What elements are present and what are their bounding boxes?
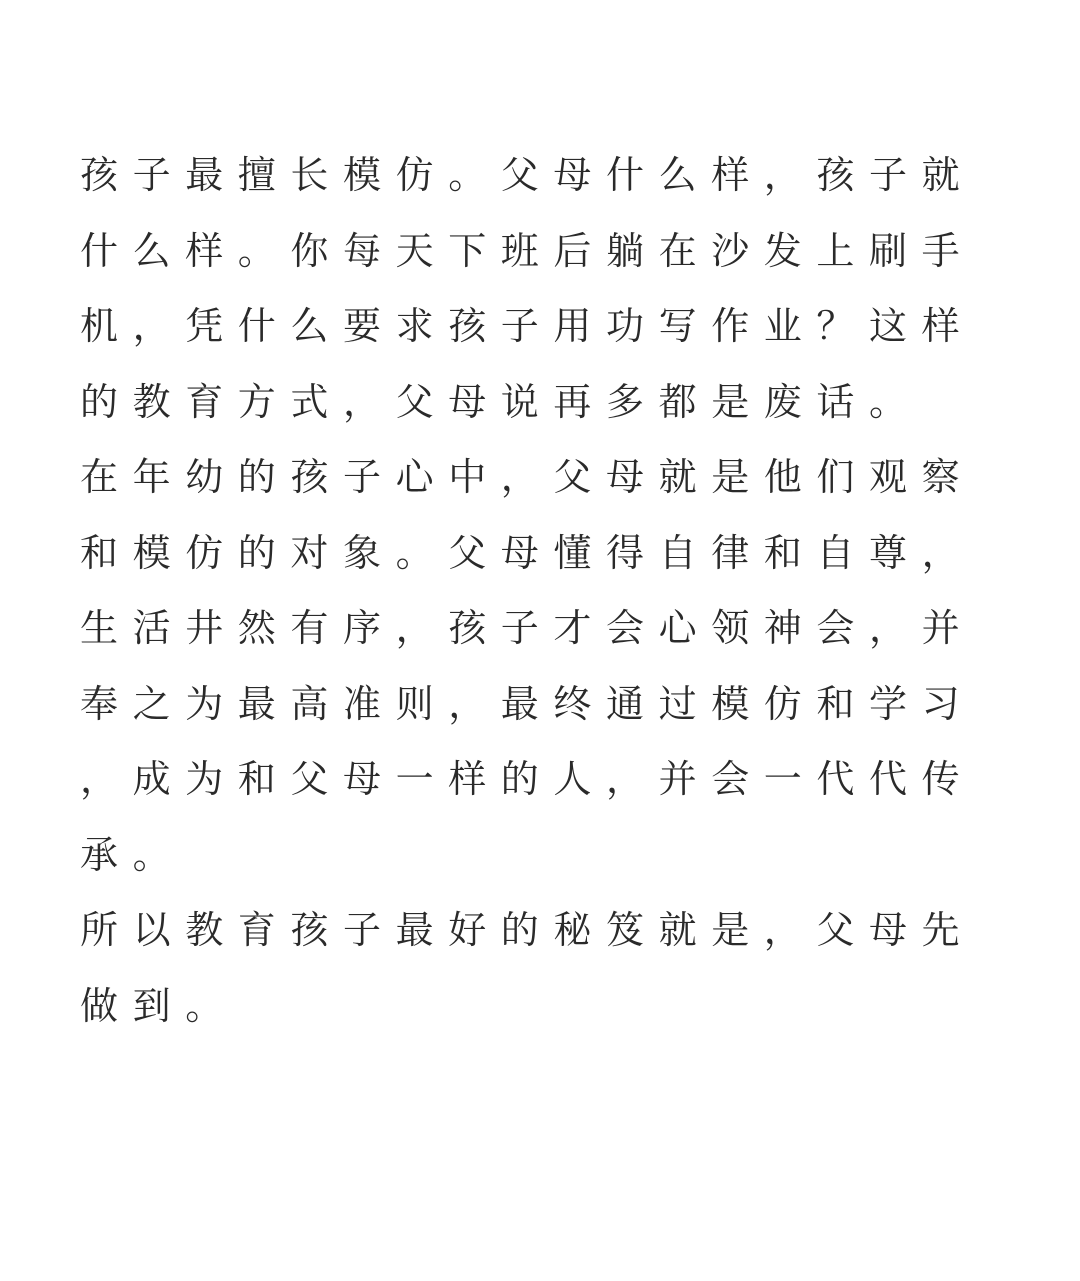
text-line: 做到。: [80, 983, 238, 1028]
text-line: ，成为和父母一样的人，并会一代代传: [80, 757, 975, 801]
text-line: 机，凭什么要求孩子用功写作业？这样: [80, 304, 975, 348]
text-line: 承。: [80, 832, 186, 877]
text-line: 的教育方式，父母说再多都是废话。: [80, 379, 922, 424]
text-line: 所以教育孩子最好的秘笈就是，父母先: [80, 908, 975, 952]
text-line: 和模仿的对象。父母懂得自律和自尊，: [80, 530, 975, 575]
text-line: 生活井然有序，孩子才会心领神会，并: [80, 606, 975, 650]
text-line: 奉之为最高准则，最终通过模仿和学习: [80, 681, 975, 726]
text-line: 在年幼的孩子心中，父母就是他们观察: [80, 455, 975, 499]
text-line: 什么样。你每天下班后躺在沙发上刷手: [80, 228, 975, 273]
article-text: [80, 138, 980, 1044]
text-line: 孩子最擅长模仿。父母什么样，孩子就: [80, 153, 975, 197]
